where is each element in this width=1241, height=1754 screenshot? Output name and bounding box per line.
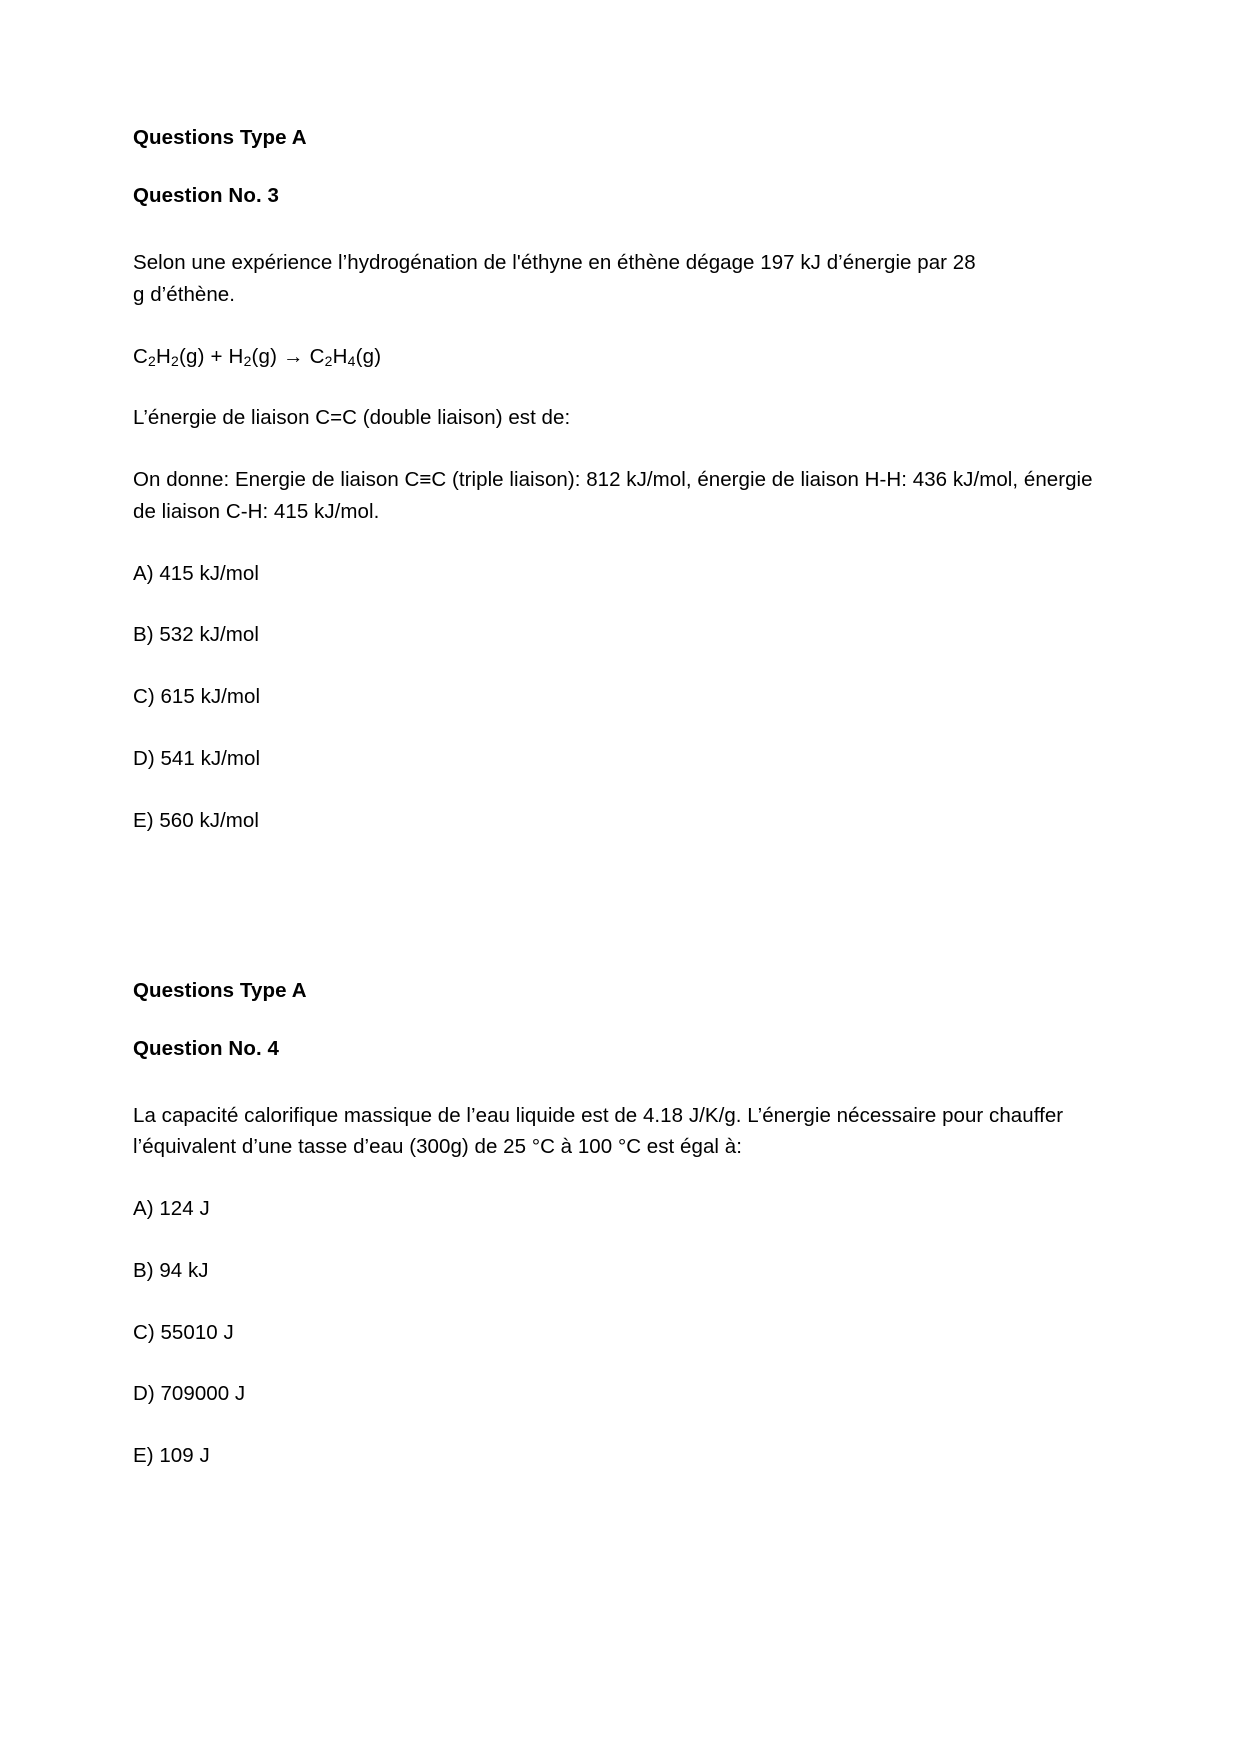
option-a-q4[interactable]: A) 124 J <box>133 1197 210 1221</box>
section-spacer <box>133 837 1108 977</box>
chemical-equation-q3 <box>133 341 1108 373</box>
equation-part: (g) + H <box>178 344 244 368</box>
question-statement-q3: Selon une expérience l’hydrogénation de l'éthyne en éthène dégage 197 kJ d’énergie par 28 g d’éthène. <box>133 251 976 306</box>
option-a-q3[interactable]: A) 415 kJ/mol <box>133 561 259 585</box>
option-e-q3[interactable]: E) 560 kJ/mol <box>133 808 259 832</box>
option-b-q3[interactable]: B) 532 kJ/mol <box>133 623 259 647</box>
section-label-q3: Questions Type A <box>133 126 307 149</box>
equation-part: (g) <box>355 344 382 368</box>
equation-subscript: 2 <box>324 353 333 370</box>
equation-part: C <box>133 344 149 368</box>
equation-part: H <box>332 344 348 368</box>
question-block-4 <box>133 977 1108 1472</box>
equation-subscript: 2 <box>170 353 179 370</box>
equation-part: (g) → C <box>251 344 325 368</box>
option-e-q4[interactable]: E) 109 J <box>133 1444 210 1468</box>
question-block-3 <box>133 124 1108 837</box>
document-content <box>133 124 1108 1472</box>
option-c-q4[interactable]: C) 55010 J <box>133 1320 234 1344</box>
option-d-q3[interactable]: D) 541 kJ/mol <box>133 746 261 770</box>
question-given-data-q3: On donne: Energie de liaison C≡C (triple liaison): 812 kJ/mol, énergie de liaison H-H: 436 kJ/mol, énergie de liaison C-H: 415 kJ/mol. <box>133 468 1093 523</box>
equation-subscript: 2 <box>148 353 156 370</box>
option-b-q4[interactable]: B) 94 kJ <box>133 1258 209 1282</box>
equation-subscript: 2 <box>243 353 252 370</box>
question-statement-q4: La capacité calorifique massique de l’eau liquide est de 4.18 J/K/g. L’énergie nécessaire pour chauffer l’équivalent d’une tasse d’eau (300g) de 25 °C à 100 °C est égal à: <box>133 1103 1064 1159</box>
question-label-q3: Question No. 3 <box>133 184 280 208</box>
equation-subscript: 4 <box>347 353 356 370</box>
option-d-q4[interactable]: D) 709000 J <box>133 1382 246 1406</box>
question-label-q4: Question No. 4 <box>133 1036 280 1060</box>
question-prompt-q3: L’énergie de liaison C=C (double liaison) est de: <box>133 406 571 430</box>
option-c-q3[interactable]: C) 615 kJ/mol <box>133 685 261 709</box>
section-label-q4: Questions Type A <box>133 978 307 1002</box>
equation-part: H <box>155 344 171 368</box>
